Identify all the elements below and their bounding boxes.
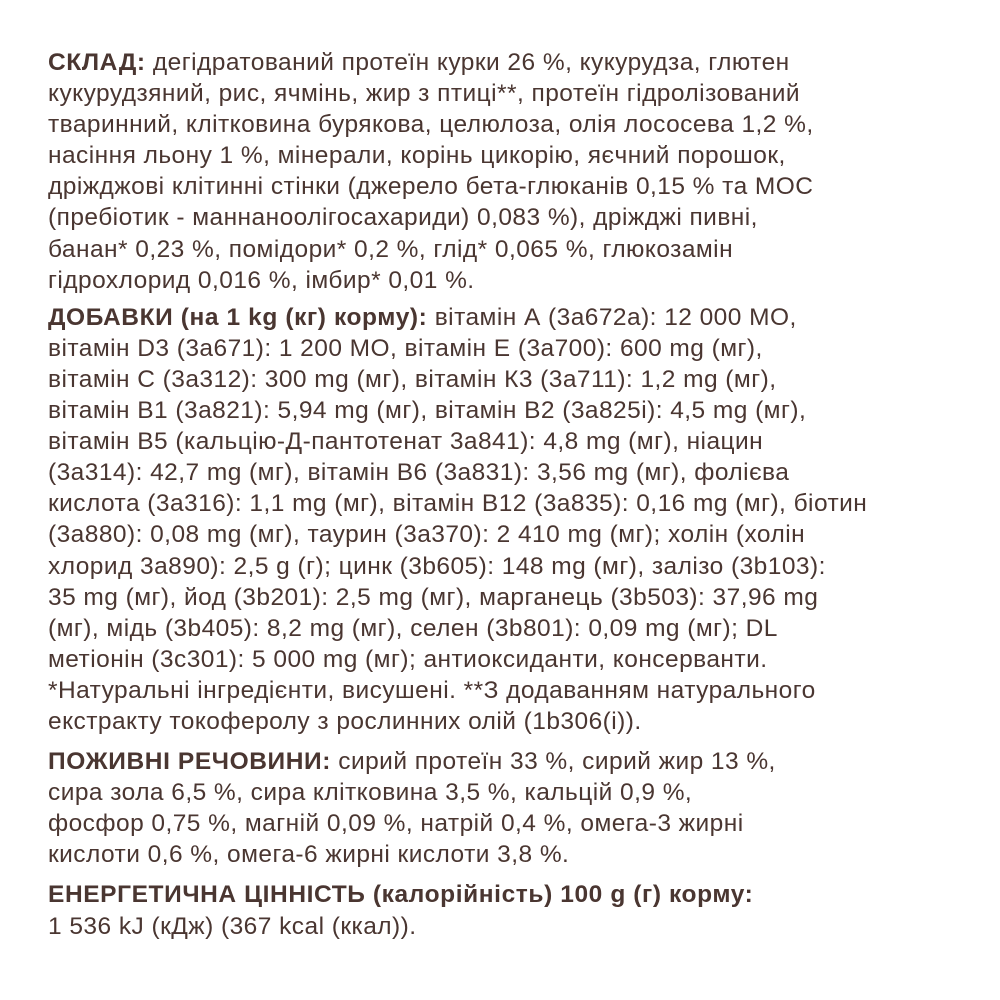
additives-line-12: метіонін (3с301): 5 000 mg (мг); антиоксиданти, консерванти. [48, 645, 768, 673]
nutrients-line-3: фосфор 0,75 %, магній 0,09 %, натрій 0,4 %, омега-3 жирні [48, 810, 744, 838]
additives-line-8: (3а880): 0,08 mg (мг), таурин (3а370): 2 410 mg (мг); холін (холін [48, 521, 806, 549]
footnote-tocopherol: екстракту токоферолу з рослинних олій (1b306(i)). [48, 707, 642, 735]
additives-heading: ДОБАВКИ (на 1 kg (кг) корму): [48, 303, 428, 331]
nutrients-line-1 [48, 746, 960, 777]
composition-line-8: гідрохлорид 0,016 %, імбир* 0,01 %. [48, 266, 475, 294]
additives-line-7: кислота (3а316): 1,1 mg (мг), вітамін В12 (3а835): 0,16 mg (мг), біотин [48, 490, 868, 518]
composition-section [48, 47, 960, 296]
additives-line-11: (мг), мідь (3b405): 8,2 mg (мг), селен (3b801): 0,09 mg (мг); DL [48, 614, 778, 642]
energy-section [48, 879, 960, 941]
additives-line-3: вітамін С (3а312): 300 mg (мг), вітамін К3 (3а711): 1,2 mg (мг), [48, 365, 777, 393]
energy-heading: ЕНЕРГЕТИЧНА ЦІННІСТЬ (калорійність) 100 g (г) корму: [48, 881, 754, 909]
nutrients-text: сирий протеїн 33 %, сирий жир 13 %, [331, 748, 776, 776]
energy-line-1 [48, 879, 960, 910]
composition-line-4: насіння льону 1 %, мінерали, корінь цикорію, яєчний порошок, [48, 142, 786, 170]
additives-line-6: (3а314): 42,7 mg (мг), вітамін В6 (3а831): 3,56 mg (мг), фолієва [48, 459, 790, 487]
additives-line-2: вітамін D3 (3а671): 1 200 МО, вітамін Е (3а700): 600 mg (мг), [48, 334, 763, 362]
composition-line-1 [48, 47, 960, 78]
nutrients-section [48, 746, 960, 870]
composition-line-6: (пребіотик - маннаноолігосахариди) 0,083 %), дріжджі пивні, [48, 204, 758, 232]
additives-line-1 [48, 302, 960, 333]
composition-line-2: кукурудзяний, рис, ячмінь, жир з птиці**, протеїн гідролізований [48, 80, 801, 108]
composition-heading: СКЛАД: [48, 49, 146, 76]
additives-line-10: 35 mg (мг), йод (3b201): 2,5 mg (мг), марганець (3b503): 37,96 mg [48, 583, 819, 611]
nutrients-line-4: кислоти 0,6 %, омега-6 жирні кислоти 3,8 %. [48, 841, 570, 869]
composition-line-5: дріжджові клітинні стінки (джерело бета-глюканів 0,15 % та МОС [48, 173, 814, 201]
footnote-natural: *Натуральні інгредієнти, висушені. **З додаванням натурального [48, 676, 816, 704]
additives-line-5: вітамін В5 (кальцію-Д-пантотенат 3а841): 4,8 mg (мг), ніацин [48, 428, 764, 456]
energy-value: 1 536 kJ (кДж) (367 kcal (ккал)). [48, 912, 417, 940]
composition-text: дегідратований протеїн курки 26 %, кукурудза, глютен [145, 49, 790, 76]
additives-section [48, 302, 960, 737]
composition-line-3: тваринний, клітковина бурякова, целюлоза, олія лососева 1,2 %, [48, 111, 814, 139]
additives-text: вітамін А (3а672а): 12 000 МО, [427, 303, 797, 331]
nutrients-line-2: сира зола 6,5 %, сира клітковина 3,5 %, кальцій 0,9 %, [48, 779, 693, 807]
nutrients-heading: ПОЖИВНІ РЕЧОВИНИ: [48, 748, 332, 776]
composition-line-7: банан* 0,23 %, помідори* 0,2 %, глід* 0,065 %, глюкозамін [48, 235, 734, 263]
additives-line-9: хлорид 3а890): 2,5 g (г); цинк (3b605): 148 mg (мг), залізо (3b103): [48, 552, 826, 580]
additives-line-4: вітамін В1 (3а821): 5,94 mg (мг), вітамін В2 (3а825і): 4,5 mg (мг), [48, 397, 807, 425]
